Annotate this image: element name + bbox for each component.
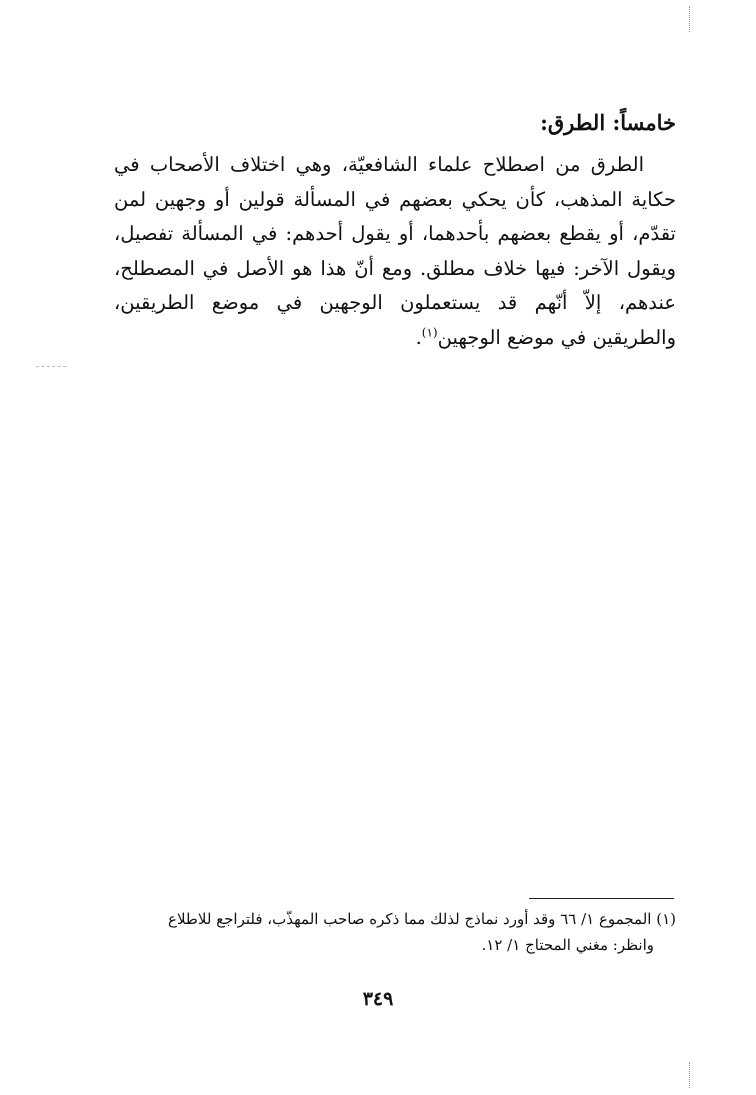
paragraph-line-3: أو يقطع بعضهم بأحدهما، أو يقول أحدهم: في المسألة تفصيل، ويقول bbox=[114, 222, 676, 280]
paragraph-line-4: الآخر: فيها خلاف مطلق. ومع أنّ هذا هو الأصل في المصطلح، عندهم، bbox=[114, 256, 676, 314]
footnote-divider bbox=[529, 898, 674, 899]
scan-margin-mark bbox=[36, 366, 66, 367]
paragraph-last-line: الوجهين bbox=[437, 325, 501, 349]
paragraph-line-2: حكاية المذهب، كأن يحكي بعضهم في المسألة قولين أو وجهين لمن تقدّم، bbox=[114, 187, 676, 245]
paragraph-end-punctuation: . bbox=[415, 325, 422, 349]
body-paragraph bbox=[114, 148, 676, 355]
paragraph-line-1: الطرق من اصطلاح علماء الشافعيّة، وهي اختلاف الأصحاب في bbox=[114, 153, 644, 176]
paragraph-line-5: إلاّ أنّهم قد يستعملون الوجهين في موضع الطريقين، والطريقين في موضع bbox=[114, 291, 676, 349]
footnote bbox=[106, 906, 676, 958]
section-heading: خامساً: الطرق: bbox=[540, 110, 676, 135]
footnote-line-2: وانظر: مغني المحتاج ١/ ١٢. bbox=[481, 936, 654, 954]
footnote-reference[interactable]: (١) bbox=[421, 325, 438, 339]
scan-edge-dots-top bbox=[687, 6, 690, 32]
scan-edge-dots-bottom bbox=[687, 1062, 690, 1088]
footnote-line-1: (١) المجموع ١/ ٦٦ وقد أورد نماذج لذلك مما ذكره صاحب المهذّب، فلتراجع للاطلاع bbox=[168, 910, 676, 928]
page-number: ٣٤٩ bbox=[362, 988, 394, 1010]
